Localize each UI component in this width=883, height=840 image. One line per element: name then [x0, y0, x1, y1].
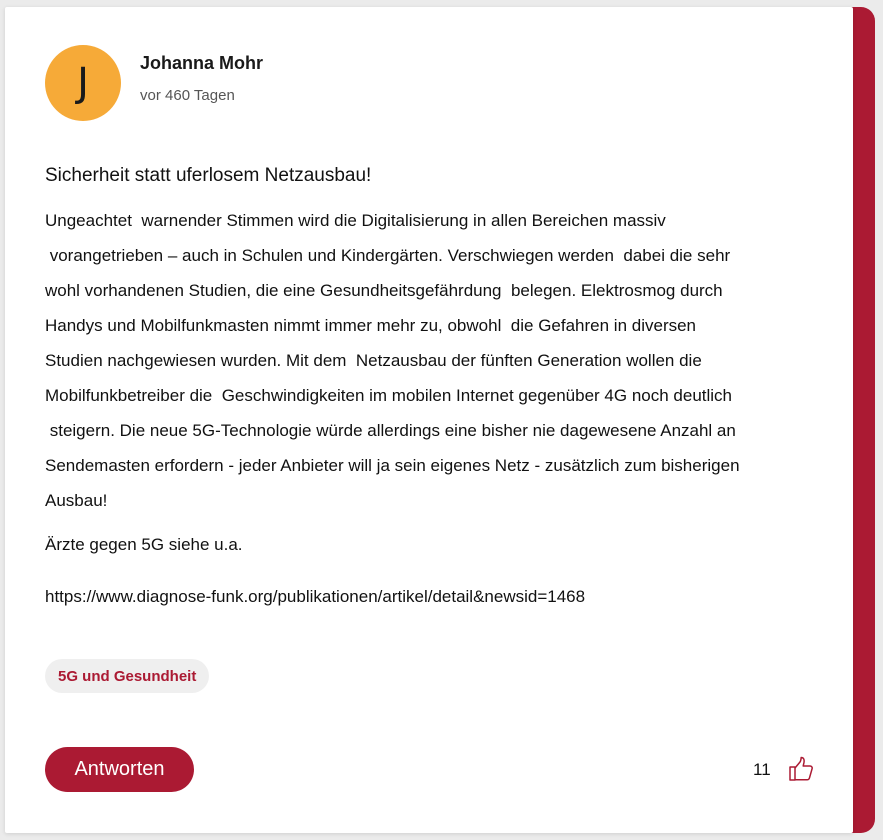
- comment-card: [5, 7, 853, 833]
- avatar-letter: J: [77, 60, 89, 106]
- avatar: [45, 45, 121, 121]
- body-line: Sendemasten erfordern - jeder Anbieter will ja sein eigenes Netz - zusätzlich zum bisherigen: [45, 456, 740, 475]
- reply-button[interactable]: Antworten: [45, 747, 194, 792]
- body-line: wohl vorhandenen Studien, die eine Gesundheitsgefährdung belegen. Elektrosmog durch: [45, 281, 723, 300]
- topic-tag[interactable]: [45, 659, 209, 693]
- topic-tag-label: 5G und Gesundheit: [58, 667, 197, 685]
- like-count: 11: [753, 760, 771, 779]
- body-line: Ungeachtet warnender Stimmen wird die Digitalisierung in allen Bereichen massiv: [45, 211, 666, 230]
- comment-link-text: https://www.diagnose-funk.org/publikationen/artikel/detail&newsid=1468: [45, 587, 586, 606]
- body-line: steigern. Die neue 5G-Technologie würde allerdings eine bisher nie dagewesene Anzahl an: [45, 421, 736, 440]
- timestamp: vor 460 Tagen: [140, 87, 235, 104]
- comment-title: Sicherheit statt uferlosem Netzausbau!: [45, 165, 372, 186]
- body-line: vorangetrieben – auch in Schulen und Kindergärten. Verschwiegen werden dabei die sehr: [45, 246, 731, 265]
- body-line: Studien nachgewiesen wurden. Mit dem Netzausbau der fünften Generation wollen die: [45, 351, 702, 370]
- comment-body: [45, 203, 825, 518]
- author-name[interactable]: Johanna Mohr: [140, 53, 264, 73]
- comment-paragraph: Ärzte gegen 5G siehe u.a.: [45, 535, 243, 554]
- body-line: Mobilfunkbetreiber die Geschwindigkeiten im mobilen Internet gegenüber 4G noch deutlich: [45, 386, 733, 405]
- thumbs-up-icon[interactable]: [787, 755, 815, 783]
- body-line: Ausbau!: [45, 491, 108, 510]
- body-line: Handys und Mobilfunkmasten nimmt immer mehr zu, obwohl die Gefahren in diversen: [45, 316, 697, 335]
